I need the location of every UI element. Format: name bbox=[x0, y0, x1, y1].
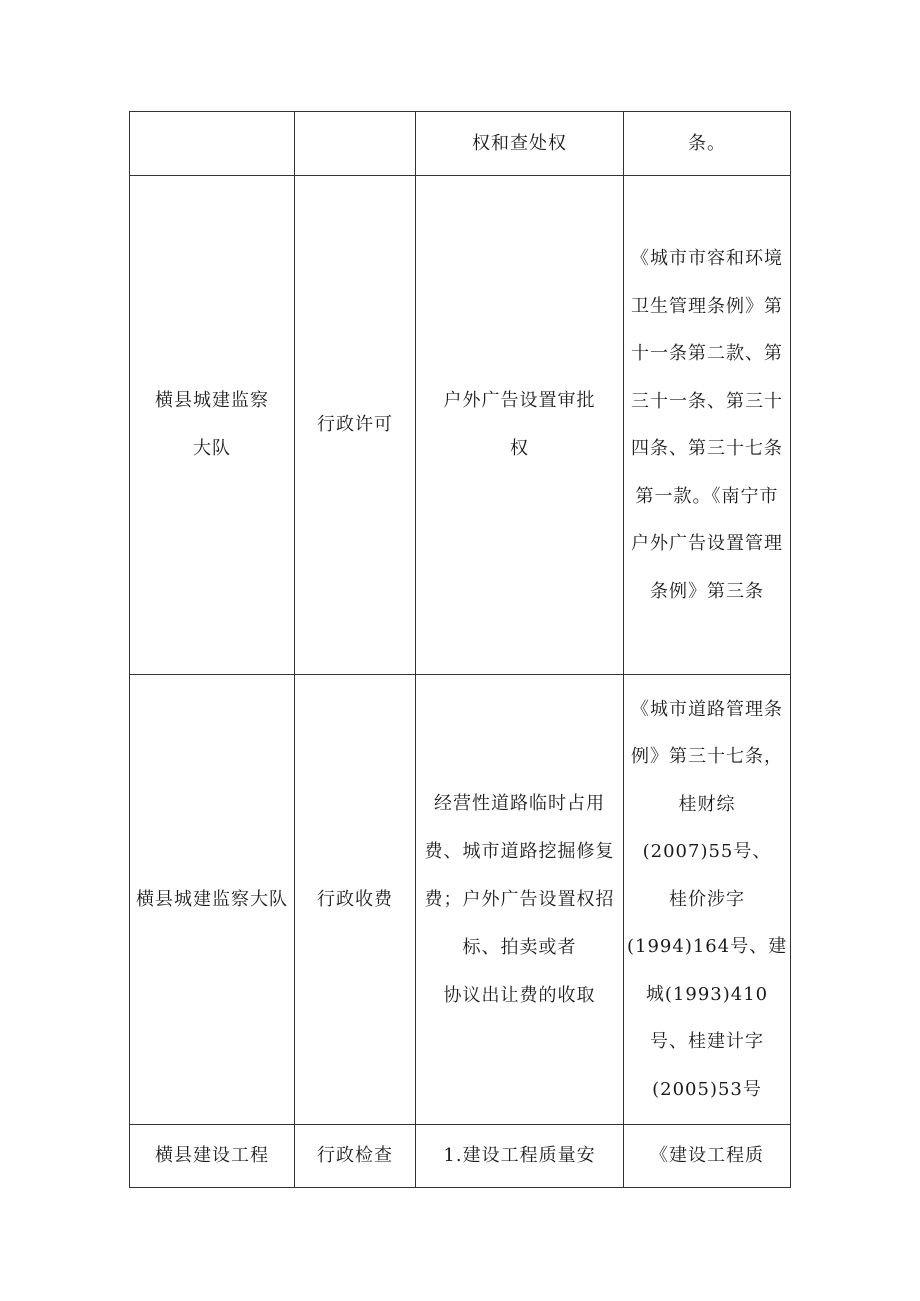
item-line: 权 bbox=[510, 438, 529, 459]
agency-line: 横县城建监察 bbox=[155, 390, 269, 411]
agency-cell bbox=[130, 675, 295, 1125]
agency-cell bbox=[130, 176, 295, 675]
basis-cell bbox=[624, 176, 791, 675]
agency-line: 大队 bbox=[193, 438, 231, 459]
basis-line: (2005)53号 bbox=[652, 1078, 762, 1100]
basis-line: 《城市市容和环境 bbox=[631, 248, 783, 269]
basis-line: 桂价涉字 bbox=[669, 888, 745, 910]
type-line: 行政检查 bbox=[317, 1145, 393, 1166]
basis-line: 条。 bbox=[688, 132, 726, 154]
basis-line: 卫生管理条例》第 bbox=[631, 295, 783, 317]
basis-cell bbox=[624, 112, 791, 176]
type-cell bbox=[295, 675, 416, 1125]
basis-line: 四条、第三十七条 bbox=[631, 438, 783, 459]
item-line: 费、城市道路挖掘修复 bbox=[424, 840, 615, 862]
basis-line: 例》第三十七条， bbox=[631, 746, 783, 768]
agency-cell bbox=[130, 1125, 295, 1188]
table-row bbox=[130, 112, 791, 176]
table-row bbox=[130, 1125, 791, 1188]
item-cell bbox=[416, 112, 624, 176]
agency-line: 横县建设工程 bbox=[155, 1145, 269, 1166]
item-line: 1.建设工程质量安 bbox=[443, 1145, 596, 1166]
powers-table bbox=[129, 111, 791, 1188]
item-line: 经营性道路临时占用 bbox=[434, 792, 605, 814]
basis-cell bbox=[624, 675, 791, 1125]
item-line: 协议出让费的收取 bbox=[443, 984, 596, 1006]
item-cell bbox=[416, 675, 624, 1125]
agency-line: 横县城建监察大队 bbox=[136, 888, 288, 910]
basis-line: 桂财综 bbox=[678, 793, 736, 815]
basis-line: 第一款。《南宁市 bbox=[635, 485, 779, 507]
item-cell bbox=[416, 176, 624, 675]
basis-line: 条例》第三条 bbox=[650, 580, 764, 602]
type-cell bbox=[295, 176, 416, 675]
basis-line: 十一条第二款、第 bbox=[631, 343, 783, 364]
basis-line: 三十一条、第三十 bbox=[631, 390, 783, 412]
basis-line: 城(1993)410 bbox=[645, 983, 769, 1005]
type-cell bbox=[295, 1125, 416, 1188]
basis-line: 号、桂建计字 bbox=[650, 1031, 764, 1053]
type-line: 行政许可 bbox=[317, 414, 393, 435]
basis-line: 《建设工程质 bbox=[650, 1145, 764, 1167]
type-line: 行政收费 bbox=[317, 888, 393, 910]
type-cell bbox=[295, 112, 416, 176]
agency-cell bbox=[130, 112, 295, 176]
basis-line: 《城市道路管理条 bbox=[631, 698, 783, 720]
table-row bbox=[130, 675, 791, 1125]
item-line: 权和查处权 bbox=[472, 132, 567, 154]
table-row bbox=[130, 176, 791, 675]
basis-line: 户外广告设置管理 bbox=[631, 533, 783, 554]
item-line: 标、拍卖或者 bbox=[462, 936, 577, 958]
basis-line: (1994)164号、建 bbox=[627, 936, 788, 958]
basis-cell bbox=[624, 1125, 791, 1188]
basis-line: (2007)55号、 bbox=[642, 841, 772, 863]
item-line: 费；户外广告设置权招 bbox=[424, 888, 615, 910]
item-cell bbox=[416, 1125, 624, 1188]
item-line: 户外广告设置审批 bbox=[443, 390, 596, 411]
